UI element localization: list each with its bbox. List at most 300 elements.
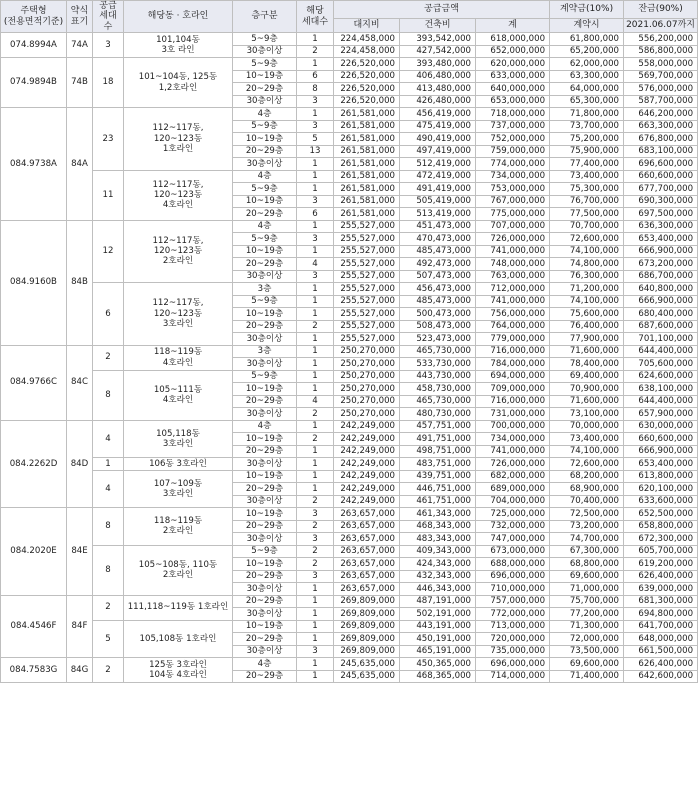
balance-cell: 576,000,000 xyxy=(624,83,698,96)
table-row xyxy=(1,370,698,383)
abbr-cell: 84C xyxy=(67,345,93,420)
supply-units-cell: 2 xyxy=(93,595,124,620)
floor-cell: 4층 xyxy=(233,220,297,233)
deposit-cell: 70,900,000 xyxy=(550,383,624,396)
deposit-cell: 77,900,000 xyxy=(550,333,624,346)
balance-cell: 626,400,000 xyxy=(624,570,698,583)
floor-cell: 20~29층 xyxy=(233,670,297,683)
total-cell: 748,000,000 xyxy=(476,258,550,271)
units-cell: 1 xyxy=(297,220,334,233)
balance-cell: 673,200,000 xyxy=(624,258,698,271)
total-cell: 620,000,000 xyxy=(476,58,550,71)
building-cell: 485,473,000 xyxy=(400,245,476,258)
deposit-cell: 71,300,000 xyxy=(550,620,624,633)
building-cell: 443,191,000 xyxy=(400,620,476,633)
balance-cell: 569,700,000 xyxy=(624,70,698,83)
building-cell: 393,480,000 xyxy=(400,58,476,71)
total-cell: 731,000,000 xyxy=(476,408,550,421)
dong-line-cell: 112~117동, 120~123동 2호라인 xyxy=(124,220,233,283)
total-cell: 707,000,000 xyxy=(476,220,550,233)
balance-cell: 646,200,000 xyxy=(624,108,698,121)
total-cell: 682,000,000 xyxy=(476,470,550,483)
header-land: 대지비 xyxy=(334,19,400,33)
units-cell: 1 xyxy=(297,608,334,621)
balance-cell: 666,900,000 xyxy=(624,245,698,258)
balance-cell: 653,400,000 xyxy=(624,458,698,471)
total-cell: 759,000,000 xyxy=(476,145,550,158)
dong-line-cell: 112~117동, 120~123동 1호라인 xyxy=(124,108,233,171)
table-row xyxy=(1,545,698,558)
building-cell: 492,473,000 xyxy=(400,258,476,271)
deposit-cell: 70,700,000 xyxy=(550,220,624,233)
units-cell: 1 xyxy=(297,670,334,683)
dong-line-cell: 101,104동 3호 라인 xyxy=(124,33,233,58)
units-cell: 3 xyxy=(297,570,334,583)
units-cell: 4 xyxy=(297,258,334,271)
balance-cell: 558,000,000 xyxy=(624,58,698,71)
deposit-cell: 73,400,000 xyxy=(550,170,624,183)
units-cell: 2 xyxy=(297,433,334,446)
land-cell: 261,581,000 xyxy=(334,208,400,221)
balance-cell: 639,000,000 xyxy=(624,583,698,596)
dong-line-cell: 107~109동 3호라인 xyxy=(124,470,233,508)
units-cell: 2 xyxy=(297,545,334,558)
deposit-cell: 71,600,000 xyxy=(550,395,624,408)
units-cell: 3 xyxy=(297,120,334,133)
building-cell: 475,419,000 xyxy=(400,120,476,133)
land-cell: 255,527,000 xyxy=(334,220,400,233)
land-cell: 226,520,000 xyxy=(334,70,400,83)
table-row xyxy=(1,595,698,608)
units-cell: 1 xyxy=(297,170,334,183)
floor-cell: 30층이상 xyxy=(233,358,297,371)
land-cell: 255,527,000 xyxy=(334,333,400,346)
land-cell: 263,657,000 xyxy=(334,583,400,596)
deposit-cell: 75,300,000 xyxy=(550,183,624,196)
total-cell: 696,000,000 xyxy=(476,570,550,583)
table-row xyxy=(1,658,698,671)
floor-cell: 5~9층 xyxy=(233,545,297,558)
floor-cell: 30층이상 xyxy=(233,458,297,471)
building-cell: 480,730,000 xyxy=(400,408,476,421)
balance-cell: 619,200,000 xyxy=(624,558,698,571)
deposit-cell: 67,300,000 xyxy=(550,545,624,558)
balance-cell: 626,400,000 xyxy=(624,658,698,671)
floor-cell: 30층이상 xyxy=(233,45,297,58)
floor-cell: 3층 xyxy=(233,283,297,296)
total-cell: 734,000,000 xyxy=(476,433,550,446)
header-type: 주택형 (전용면적기준) xyxy=(1,1,67,33)
land-cell: 261,581,000 xyxy=(334,158,400,171)
floor-cell: 20~29층 xyxy=(233,395,297,408)
deposit-cell: 73,400,000 xyxy=(550,433,624,446)
land-cell: 226,520,000 xyxy=(334,95,400,108)
price-table-body xyxy=(1,33,698,683)
units-cell: 3 xyxy=(297,270,334,283)
units-cell: 1 xyxy=(297,383,334,396)
deposit-cell: 61,800,000 xyxy=(550,33,624,46)
deposit-cell: 73,100,000 xyxy=(550,408,624,421)
abbr-cell: 84A xyxy=(67,108,93,221)
deposit-cell: 77,200,000 xyxy=(550,608,624,621)
land-cell: 255,527,000 xyxy=(334,283,400,296)
building-cell: 497,419,000 xyxy=(400,145,476,158)
supply-units-cell: 4 xyxy=(93,470,124,508)
balance-cell: 638,100,000 xyxy=(624,383,698,396)
total-cell: 713,000,000 xyxy=(476,620,550,633)
total-cell: 775,000,000 xyxy=(476,208,550,221)
dong-line-cell: 105~108동, 110동 2호라인 xyxy=(124,545,233,595)
abbr-cell: 84F xyxy=(67,595,93,658)
balance-cell: 690,300,000 xyxy=(624,195,698,208)
balance-cell: 687,600,000 xyxy=(624,320,698,333)
deposit-cell: 71,200,000 xyxy=(550,283,624,296)
building-cell: 393,542,000 xyxy=(400,33,476,46)
building-cell: 502,191,000 xyxy=(400,608,476,621)
units-cell: 2 xyxy=(297,520,334,533)
building-cell: 523,473,000 xyxy=(400,333,476,346)
units-cell: 5 xyxy=(297,133,334,146)
land-cell: 255,527,000 xyxy=(334,295,400,308)
total-cell: 718,000,000 xyxy=(476,108,550,121)
total-cell: 779,000,000 xyxy=(476,333,550,346)
total-cell: 716,000,000 xyxy=(476,395,550,408)
floor-cell: 5~9층 xyxy=(233,183,297,196)
units-cell: 1 xyxy=(297,420,334,433)
land-cell: 269,809,000 xyxy=(334,633,400,646)
floor-cell: 4층 xyxy=(233,420,297,433)
floor-cell: 30층이상 xyxy=(233,583,297,596)
total-cell: 725,000,000 xyxy=(476,508,550,521)
balance-cell: 587,700,000 xyxy=(624,95,698,108)
building-cell: 491,751,000 xyxy=(400,433,476,446)
header-building: 건축비 xyxy=(400,19,476,33)
total-cell: 618,000,000 xyxy=(476,33,550,46)
header-balance: 잔금(90%) xyxy=(624,1,698,19)
building-cell: 450,191,000 xyxy=(400,633,476,646)
abbr-cell: 74A xyxy=(67,33,93,58)
balance-cell: 672,300,000 xyxy=(624,533,698,546)
building-cell: 498,751,000 xyxy=(400,445,476,458)
building-cell: 533,730,000 xyxy=(400,358,476,371)
total-cell: 652,000,000 xyxy=(476,45,550,58)
housing-type-cell: 084.9738A xyxy=(1,108,67,221)
floor-cell: 30층이상 xyxy=(233,495,297,508)
floor-cell: 20~29층 xyxy=(233,483,297,496)
balance-cell: 644,400,000 xyxy=(624,395,698,408)
balance-cell: 660,600,000 xyxy=(624,170,698,183)
floor-cell: 3층 xyxy=(233,345,297,358)
balance-cell: 633,600,000 xyxy=(624,495,698,508)
building-cell: 470,473,000 xyxy=(400,233,476,246)
floor-cell: 20~29층 xyxy=(233,570,297,583)
land-cell: 242,249,000 xyxy=(334,495,400,508)
units-cell: 1 xyxy=(297,333,334,346)
total-cell: 696,000,000 xyxy=(476,658,550,671)
building-cell: 413,480,000 xyxy=(400,83,476,96)
units-cell: 6 xyxy=(297,208,334,221)
units-cell: 1 xyxy=(297,58,334,71)
building-cell: 483,751,000 xyxy=(400,458,476,471)
deposit-cell: 65,200,000 xyxy=(550,45,624,58)
supply-units-cell: 2 xyxy=(93,345,124,370)
units-cell: 1 xyxy=(297,283,334,296)
deposit-cell: 76,400,000 xyxy=(550,320,624,333)
land-cell: 263,657,000 xyxy=(334,533,400,546)
total-cell: 694,000,000 xyxy=(476,370,550,383)
floor-cell: 20~29층 xyxy=(233,258,297,271)
floor-cell: 30층이상 xyxy=(233,270,297,283)
total-cell: 734,000,000 xyxy=(476,170,550,183)
land-cell: 242,249,000 xyxy=(334,445,400,458)
floor-cell: 20~29층 xyxy=(233,520,297,533)
building-cell: 446,343,000 xyxy=(400,583,476,596)
floor-cell: 30층이상 xyxy=(233,645,297,658)
units-cell: 3 xyxy=(297,95,334,108)
deposit-cell: 68,800,000 xyxy=(550,558,624,571)
units-cell: 6 xyxy=(297,70,334,83)
supply-units-cell: 5 xyxy=(93,620,124,658)
deposit-cell: 69,400,000 xyxy=(550,370,624,383)
supply-units-cell: 2 xyxy=(93,658,124,683)
land-cell: 255,527,000 xyxy=(334,308,400,321)
deposit-cell: 75,700,000 xyxy=(550,595,624,608)
table-row xyxy=(1,470,698,483)
units-cell: 1 xyxy=(297,445,334,458)
balance-cell: 683,100,000 xyxy=(624,145,698,158)
balance-cell: 660,600,000 xyxy=(624,433,698,446)
building-cell: 483,343,000 xyxy=(400,533,476,546)
land-cell: 263,657,000 xyxy=(334,545,400,558)
total-cell: 741,000,000 xyxy=(476,245,550,258)
floor-cell: 10~19층 xyxy=(233,620,297,633)
dong-line-cell: 105~111동 4호라인 xyxy=(124,370,233,420)
total-cell: 756,000,000 xyxy=(476,308,550,321)
deposit-cell: 71,800,000 xyxy=(550,108,624,121)
land-cell: 269,809,000 xyxy=(334,595,400,608)
floor-cell: 30층이상 xyxy=(233,408,297,421)
table-row xyxy=(1,170,698,183)
floor-cell: 10~19층 xyxy=(233,433,297,446)
deposit-cell: 70,000,000 xyxy=(550,420,624,433)
table-row xyxy=(1,108,698,121)
total-cell: 732,000,000 xyxy=(476,520,550,533)
supply-units-cell: 8 xyxy=(93,508,124,546)
total-cell: 784,000,000 xyxy=(476,358,550,371)
units-cell: 3 xyxy=(297,508,334,521)
balance-cell: 681,300,000 xyxy=(624,595,698,608)
units-cell: 1 xyxy=(297,583,334,596)
deposit-cell: 70,400,000 xyxy=(550,495,624,508)
dong-line-cell: 125동 3호라인 104동 4호라인 xyxy=(124,658,233,683)
total-cell: 714,000,000 xyxy=(476,670,550,683)
building-cell: 450,365,000 xyxy=(400,658,476,671)
deposit-cell: 62,000,000 xyxy=(550,58,624,71)
dong-line-cell: 118~119동 2호라인 xyxy=(124,508,233,546)
floor-cell: 10~19층 xyxy=(233,383,297,396)
building-cell: 458,730,000 xyxy=(400,383,476,396)
deposit-cell: 77,400,000 xyxy=(550,158,624,171)
deposit-cell: 65,300,000 xyxy=(550,95,624,108)
header-floor: 층구분 xyxy=(233,1,297,33)
land-cell: 269,809,000 xyxy=(334,608,400,621)
total-cell: 757,000,000 xyxy=(476,595,550,608)
total-cell: 747,000,000 xyxy=(476,533,550,546)
floor-cell: 10~19층 xyxy=(233,558,297,571)
deposit-cell: 72,000,000 xyxy=(550,633,624,646)
units-cell: 1 xyxy=(297,483,334,496)
header-deposit: 계약금(10%) xyxy=(550,1,624,19)
floor-cell: 20~29층 xyxy=(233,145,297,158)
total-cell: 704,000,000 xyxy=(476,495,550,508)
land-cell: 250,270,000 xyxy=(334,383,400,396)
building-cell: 500,473,000 xyxy=(400,308,476,321)
units-cell: 2 xyxy=(297,408,334,421)
units-cell: 1 xyxy=(297,33,334,46)
table-row xyxy=(1,283,698,296)
floor-cell: 20~29층 xyxy=(233,595,297,608)
deposit-cell: 73,700,000 xyxy=(550,120,624,133)
land-cell: 255,527,000 xyxy=(334,270,400,283)
abbr-cell: 84E xyxy=(67,508,93,596)
floor-cell: 5~9층 xyxy=(233,33,297,46)
deposit-cell: 68,200,000 xyxy=(550,470,624,483)
land-cell: 261,581,000 xyxy=(334,195,400,208)
abbr-cell: 84G xyxy=(67,658,93,683)
total-cell: 774,000,000 xyxy=(476,158,550,171)
floor-cell: 20~29층 xyxy=(233,83,297,96)
floor-cell: 30층이상 xyxy=(233,608,297,621)
table-row xyxy=(1,345,698,358)
balance-cell: 648,000,000 xyxy=(624,633,698,646)
units-cell: 1 xyxy=(297,108,334,121)
total-cell: 700,000,000 xyxy=(476,420,550,433)
balance-cell: 677,700,000 xyxy=(624,183,698,196)
balance-cell: 613,800,000 xyxy=(624,470,698,483)
building-cell: 439,751,000 xyxy=(400,470,476,483)
deposit-cell: 75,600,000 xyxy=(550,308,624,321)
building-cell: 468,365,000 xyxy=(400,670,476,683)
total-cell: 752,000,000 xyxy=(476,133,550,146)
table-row xyxy=(1,33,698,46)
building-cell: 443,730,000 xyxy=(400,370,476,383)
floor-cell: 5~9층 xyxy=(233,120,297,133)
land-cell: 255,527,000 xyxy=(334,245,400,258)
building-cell: 512,419,000 xyxy=(400,158,476,171)
building-cell: 513,419,000 xyxy=(400,208,476,221)
building-cell: 507,473,000 xyxy=(400,270,476,283)
land-cell: 255,527,000 xyxy=(334,320,400,333)
total-cell: 688,000,000 xyxy=(476,558,550,571)
building-cell: 491,419,000 xyxy=(400,183,476,196)
building-cell: 456,473,000 xyxy=(400,283,476,296)
balance-cell: 680,400,000 xyxy=(624,308,698,321)
building-cell: 465,730,000 xyxy=(400,345,476,358)
total-cell: 764,000,000 xyxy=(476,320,550,333)
land-cell: 242,249,000 xyxy=(334,458,400,471)
balance-cell: 694,800,000 xyxy=(624,608,698,621)
units-cell: 13 xyxy=(297,145,334,158)
deposit-cell: 78,400,000 xyxy=(550,358,624,371)
land-cell: 242,249,000 xyxy=(334,470,400,483)
land-cell: 269,809,000 xyxy=(334,620,400,633)
header-price: 공급금액 xyxy=(334,1,550,19)
building-cell: 446,751,000 xyxy=(400,483,476,496)
floor-cell: 20~29층 xyxy=(233,633,297,646)
land-cell: 226,520,000 xyxy=(334,58,400,71)
supply-units-cell: 6 xyxy=(93,283,124,346)
dong-line-cell: 106동 3호라인 xyxy=(124,458,233,471)
building-cell: 505,419,000 xyxy=(400,195,476,208)
total-cell: 720,000,000 xyxy=(476,633,550,646)
supply-units-cell: 4 xyxy=(93,420,124,458)
floor-cell: 5~9층 xyxy=(233,370,297,383)
housing-type-cell: 084.2020E xyxy=(1,508,67,596)
floor-cell: 5~9층 xyxy=(233,295,297,308)
housing-type-cell: 074.9894B xyxy=(1,58,67,108)
units-cell: 2 xyxy=(297,495,334,508)
total-cell: 735,000,000 xyxy=(476,645,550,658)
building-cell: 427,542,000 xyxy=(400,45,476,58)
balance-cell: 666,900,000 xyxy=(624,445,698,458)
dong-line-cell: 101~104동, 125동 1,2호라인 xyxy=(124,58,233,108)
building-cell: 461,343,000 xyxy=(400,508,476,521)
land-cell: 250,270,000 xyxy=(334,408,400,421)
housing-type-cell: 074.8994A xyxy=(1,33,67,58)
header-balance-sub: 2021.06.07까지 xyxy=(624,19,698,33)
units-cell: 1 xyxy=(297,620,334,633)
floor-cell: 20~29층 xyxy=(233,445,297,458)
balance-cell: 686,700,000 xyxy=(624,270,698,283)
total-cell: 772,000,000 xyxy=(476,608,550,621)
units-cell: 3 xyxy=(297,533,334,546)
land-cell: 245,635,000 xyxy=(334,658,400,671)
balance-cell: 697,500,000 xyxy=(624,208,698,221)
total-cell: 653,000,000 xyxy=(476,95,550,108)
units-cell: 1 xyxy=(297,308,334,321)
deposit-cell: 74,100,000 xyxy=(550,295,624,308)
total-cell: 709,000,000 xyxy=(476,383,550,396)
building-cell: 490,419,000 xyxy=(400,133,476,146)
balance-cell: 657,900,000 xyxy=(624,408,698,421)
total-cell: 633,000,000 xyxy=(476,70,550,83)
deposit-cell: 71,400,000 xyxy=(550,670,624,683)
deposit-cell: 71,000,000 xyxy=(550,583,624,596)
building-cell: 426,480,000 xyxy=(400,95,476,108)
balance-cell: 701,100,000 xyxy=(624,333,698,346)
land-cell: 261,581,000 xyxy=(334,120,400,133)
supply-units-cell: 23 xyxy=(93,108,124,171)
housing-type-cell: 084.7583G xyxy=(1,658,67,683)
deposit-cell: 77,500,000 xyxy=(550,208,624,221)
abbr-cell: 84D xyxy=(67,420,93,508)
balance-cell: 641,700,000 xyxy=(624,620,698,633)
balance-cell: 661,500,000 xyxy=(624,645,698,658)
land-cell: 263,657,000 xyxy=(334,558,400,571)
supply-units-cell: 18 xyxy=(93,58,124,108)
balance-cell: 586,800,000 xyxy=(624,45,698,58)
building-cell: 432,343,000 xyxy=(400,570,476,583)
land-cell: 224,458,000 xyxy=(334,45,400,58)
units-cell: 1 xyxy=(297,595,334,608)
table-row xyxy=(1,458,698,471)
balance-cell: 666,900,000 xyxy=(624,295,698,308)
units-cell: 1 xyxy=(297,295,334,308)
total-cell: 689,000,000 xyxy=(476,483,550,496)
units-cell: 2 xyxy=(297,558,334,571)
units-cell: 1 xyxy=(297,345,334,358)
units-cell: 4 xyxy=(297,395,334,408)
